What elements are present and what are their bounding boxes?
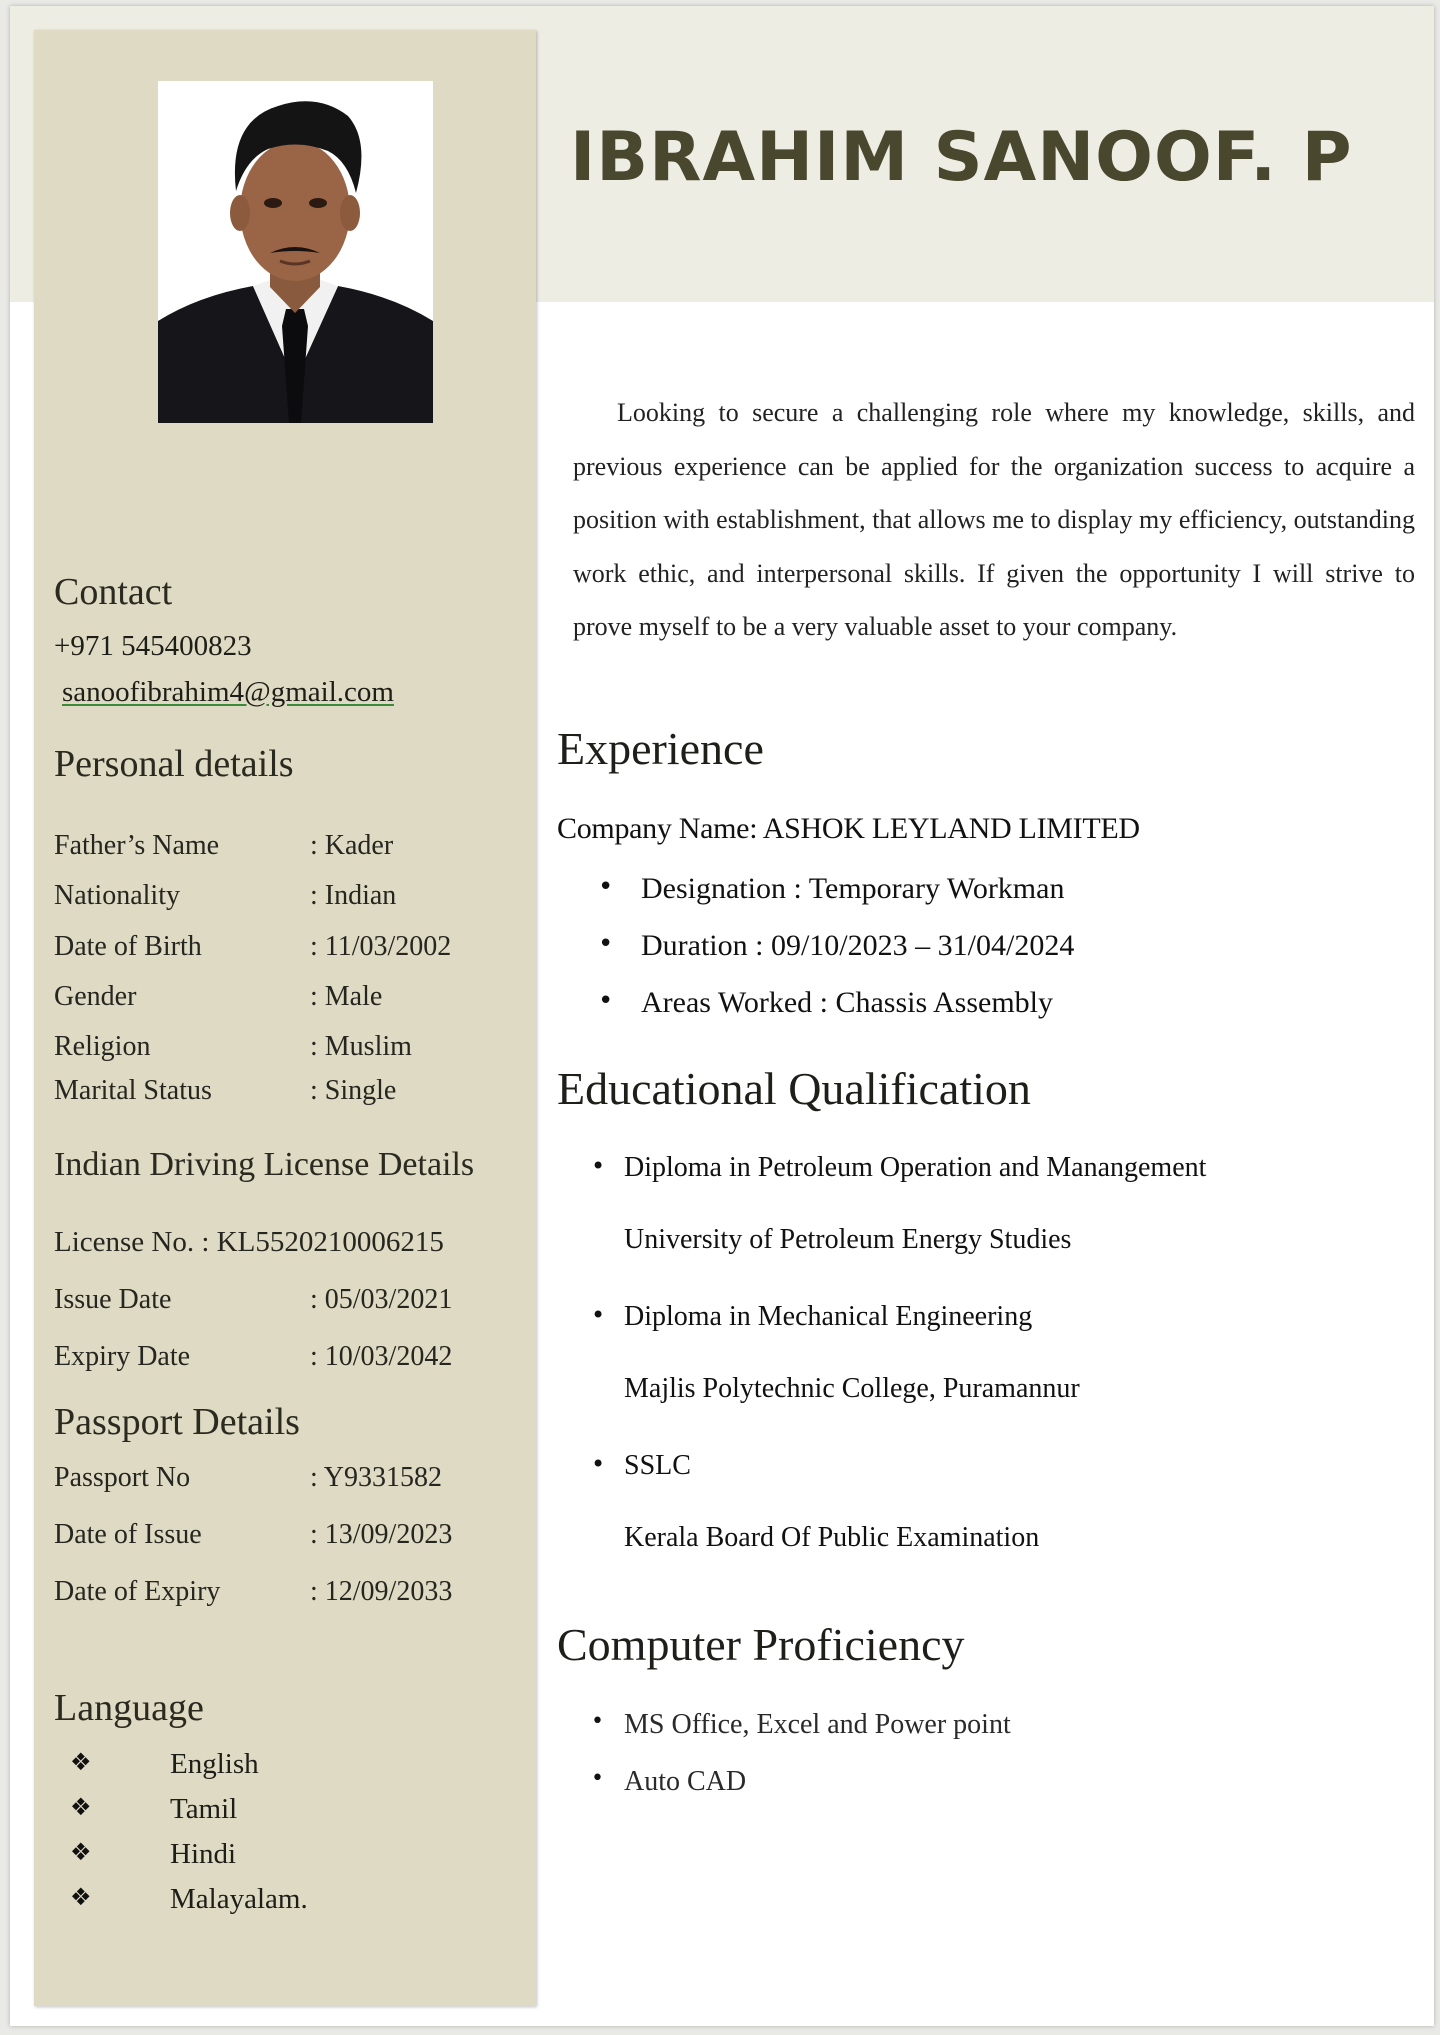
- license-row-label: Expiry Date: [54, 1341, 191, 1372]
- computer-item-text: MS Office, Excel and Power point: [624, 1709, 1011, 1740]
- experience-item-text: Duration : 09/10/2023 – 31/04/2024: [641, 929, 1075, 962]
- passport-row: [54, 1576, 524, 1612]
- license-row-value: : 10/03/2042: [310, 1341, 453, 1372]
- bullet-icon: •: [591, 1450, 606, 1478]
- bullet-icon: •: [591, 1301, 606, 1329]
- personal-row-label: Gender: [54, 981, 137, 1012]
- passport-row-label: Date of Issue: [54, 1519, 202, 1550]
- education-title: SSLC: [624, 1450, 691, 1481]
- experience-item-text: Areas Worked : Chassis Assembly: [641, 986, 1054, 1019]
- language-heading: Language: [54, 1687, 204, 1729]
- language-item: [70, 1748, 370, 1784]
- diamond-bullet-icon: ❖: [70, 1748, 92, 1776]
- passport-row: [54, 1462, 524, 1498]
- passport-row-label: Passport No: [54, 1462, 191, 1493]
- diamond-bullet-icon: ❖: [70, 1793, 92, 1821]
- contact-phone: +971 545400823: [54, 630, 252, 662]
- passport-row-label: Date of Expiry: [54, 1576, 221, 1607]
- bullet-icon: •: [598, 929, 614, 959]
- computer-item-text: Auto CAD: [624, 1766, 747, 1797]
- experience-item-text: Designation : Temporary Workman: [641, 872, 1065, 905]
- personal-row-label: Marital Status: [54, 1075, 212, 1106]
- personal-row: [54, 830, 524, 866]
- personal-row-label: Nationality: [54, 880, 180, 911]
- license-row: [54, 1284, 524, 1320]
- candidate-name: IBRAHIM SANOOF. P: [570, 118, 1353, 197]
- personal-row: [54, 981, 524, 1017]
- company-name: Company Name: ASHOK LEYLAND LIMITED: [557, 812, 1140, 845]
- resume-page: [10, 6, 1434, 2026]
- personal-row-label: Religion: [54, 1031, 151, 1062]
- personal-row-value: : Muslim: [310, 1031, 412, 1062]
- personal-row-value: : Indian: [310, 880, 397, 911]
- language-item: [70, 1793, 370, 1829]
- language-item: [70, 1883, 370, 1919]
- personal-row: [54, 1031, 524, 1067]
- bullet-icon: •: [591, 1766, 604, 1791]
- language-label: Tamil: [170, 1793, 238, 1825]
- personal-row: [54, 1075, 524, 1111]
- objective-paragraph: Looking to secure a challenging role where my knowledge, skills, and previous experience can be applied for the organization success to acquire a position with establishment, that allows me to display my efficiency, outstanding work ethic, and interpersonal skills. If given the opportunity I will strive to prove myself to be a very valuable asset to your company.: [573, 398, 1415, 641]
- education-institution: Majlis Polytechnic College, Puramannur: [624, 1373, 1080, 1404]
- education-institution: University of Petroleum Energy Studies: [624, 1224, 1072, 1255]
- passport-row-value: : 12/09/2033: [310, 1576, 453, 1607]
- language-label: Malayalam.: [170, 1883, 308, 1915]
- bullet-icon: •: [591, 1152, 606, 1180]
- language-item: [70, 1838, 370, 1874]
- personal-row: [54, 880, 524, 916]
- personal-row-value: : 11/03/2002: [310, 931, 452, 962]
- personal-row-label: Date of Birth: [54, 931, 202, 962]
- diamond-bullet-icon: ❖: [70, 1838, 92, 1866]
- language-label: Hindi: [170, 1838, 237, 1870]
- license-row-label: Issue Date: [54, 1284, 172, 1315]
- license-number: License No. : KL5520210006215: [54, 1226, 444, 1258]
- passport-row-value: : Y9331582: [310, 1462, 442, 1493]
- personal-row-value: : Kader: [310, 830, 394, 861]
- bullet-icon: •: [591, 1709, 604, 1734]
- education-heading: Educational Qualification: [557, 1063, 1031, 1114]
- license-row: [54, 1341, 524, 1377]
- experience-heading: Experience: [557, 723, 764, 774]
- personal-row-label: Father’s Name: [54, 830, 220, 861]
- language-label: English: [170, 1748, 259, 1780]
- license-row-value: : 05/03/2021: [310, 1284, 453, 1315]
- passport-row-value: : 13/09/2023: [310, 1519, 453, 1550]
- personal-row-value: : Male: [310, 981, 383, 1012]
- license-heading: Indian Driving License Details: [54, 1146, 475, 1183]
- computer-heading: Computer Proficiency: [557, 1619, 965, 1670]
- education-title: Diploma in Mechanical Engineering: [624, 1301, 1033, 1332]
- sidebar: [34, 30, 536, 2006]
- education-title: Diploma in Petroleum Operation and Manangement: [624, 1152, 1207, 1183]
- passport-row: [54, 1519, 524, 1555]
- bullet-icon: •: [598, 986, 614, 1016]
- personal-row-value: : Single: [310, 1075, 397, 1106]
- profile-photo: [158, 81, 433, 423]
- diamond-bullet-icon: ❖: [70, 1883, 92, 1911]
- bullet-icon: •: [598, 872, 614, 902]
- contact-heading: Contact: [54, 571, 173, 613]
- personal-row: [54, 931, 524, 967]
- passport-heading: Passport Details: [54, 1401, 300, 1443]
- personal-details-heading: Personal details: [54, 743, 294, 785]
- contact-email[interactable]: sanoofibrahim4@gmail.com: [62, 676, 394, 708]
- education-institution: Kerala Board Of Public Examination: [624, 1522, 1040, 1553]
